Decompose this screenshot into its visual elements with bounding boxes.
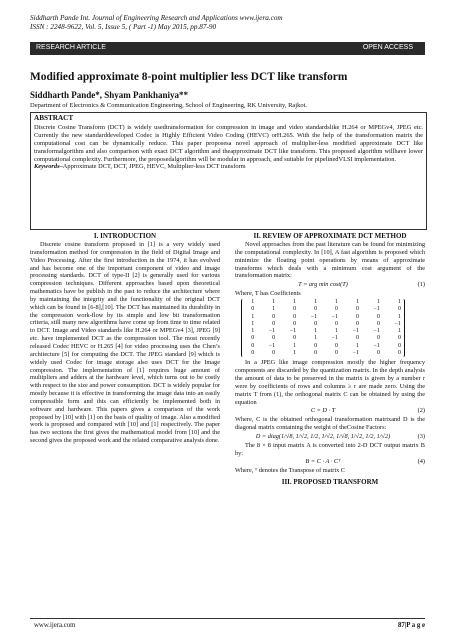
matrix-cell: 1: [355, 298, 359, 305]
matrix-cell: −1: [394, 320, 401, 327]
matrix-cell: 0: [376, 349, 380, 356]
footer-page-number: 87|P a g e: [398, 622, 425, 629]
affiliation: Department of Electronics & Communication Engineering, School of Engineering, RK University, Rajkot.: [30, 102, 308, 109]
matrix-cell: 0: [251, 335, 255, 342]
matrix-cell: 1: [293, 298, 297, 305]
matrix-row: [242, 335, 404, 342]
equation-2: [235, 407, 425, 415]
matrix-cell: 0: [314, 306, 318, 313]
equation-4: [235, 458, 425, 466]
section-heading-review: II. REVIEW OF APPROXIMATE DCT METHOD: [253, 232, 407, 240]
matrix-cell: −1: [373, 342, 380, 349]
keywords-text: Approximate DCT, DCT, JPEG, HEVC, Multiplier-less DCT transform: [62, 163, 246, 171]
matrix-row: [242, 328, 404, 335]
matrix-cell: 0: [272, 349, 276, 356]
matrix-cell: 0: [355, 313, 359, 320]
matrix-cell: 1: [251, 328, 255, 335]
equation-1-number: (1): [417, 281, 425, 289]
equation-3-number: (3): [417, 432, 425, 440]
equation-3: [235, 433, 425, 441]
section-heading-proposed: III. PROPOSED TRANSFORM: [281, 478, 379, 487]
matrix-cell: 0: [314, 342, 318, 349]
matrix-cell: 0: [355, 335, 359, 342]
matrix-cell: 0: [335, 349, 339, 356]
authors: Siddharth Pande*, Shyam Pankhaniya**: [30, 90, 189, 100]
matrix-cell: 0: [251, 349, 255, 356]
equation-1-expr: T = arg min cost(T): [298, 281, 348, 289]
matrix-cell: 1: [293, 349, 297, 356]
matrix-row: [242, 321, 404, 328]
paper-title: Modified approximate 8-point multiplier less DCT like transform: [30, 71, 348, 83]
matrix-cell: −1: [331, 313, 339, 320]
matrix-cell: −1: [268, 342, 276, 349]
matrix-row: [242, 314, 404, 321]
where-coefficients: Where, T has Coefficients: [235, 290, 301, 298]
matrix-cell: 0: [314, 320, 318, 327]
matrix-cell: −1: [352, 328, 359, 335]
page-footer: [30, 618, 425, 629]
matrix-cell: 0: [272, 320, 276, 327]
matrix-cell: 0: [293, 335, 297, 342]
matrix-cell: 0: [251, 306, 255, 313]
matrix-cell: 0: [335, 342, 339, 349]
matrix-row: [242, 299, 404, 306]
coefficient-matrix-table: [242, 299, 404, 357]
matrix-cell: 0: [293, 320, 297, 327]
matrix-cell: 1: [251, 313, 255, 320]
matrix-cell: 0: [398, 349, 401, 356]
journal-header: [30, 14, 425, 32]
matrix-cell: 1: [314, 298, 318, 305]
abstract-heading: ABSTRACT: [34, 114, 74, 122]
matrix-cell: 0: [398, 342, 401, 349]
matrix-cell: 1: [335, 328, 339, 335]
matrix-cell: 1: [398, 328, 401, 335]
matrix-cell: 1: [355, 342, 359, 349]
matrix-cell: 0: [376, 313, 380, 320]
review-paragraph-4: The 8 × 8 input matrix A is converted into 2-D DCT output matrix B by:: [235, 441, 425, 457]
review-paragraph-5: Where, ᵀ denotes the Transpose of matrix C: [235, 467, 346, 475]
matrix-cell: 1: [398, 298, 401, 305]
equation-4-expr: B = C · A · Cᵀ: [305, 458, 341, 466]
matrix-cell: 1: [251, 320, 255, 327]
matrix-cell: 0: [335, 320, 339, 327]
matrix-cell: 0: [376, 335, 380, 342]
footer-website: www.ijera.com: [34, 622, 76, 629]
matrix-row: [242, 343, 404, 350]
matrix-cell: 1: [314, 328, 318, 335]
matrix-row: [242, 350, 404, 357]
introduction-text: Discrete cosine transform proposed in [1] is a very widely used transformation method for compression in the field of Digital Image and Video Processing. After the first introduction in the 1974, it has evolved and has become one of the important component of video and image processing standards. DCT of type-II [2] is generally used for various compression techniques. Different approaches based upon theoretical mathematics have be publish in the past to reduce the architecture where by maintaining the integrity and the functionality of the original DCT which can be found in [6-8],[10]. The DCT has maintained its durability in the compression work-flow by its simple and low bit transformation criteria, still many new algorithms have come up from time to time related to DCT. Image and Video standards like H.264 or MPEGv4 [3], JPEG [9] etc. have implemented DCT as the compression tool. The most recently released Codec HEVC or H.265 [4] for video processing uses the Chen’s architecture [5] for computing the DCT. The JPEG standard [9] which is widely used Codec for image storage also uses DCT for the Image compression. The implementation of [1] requires huge amount of multipliers and adders at the hardware level, which turns out to be costly with respect to the size and power consumption. DCT is widely popular for mostly because it is effective in transforming the image data into an easily compressible form and this can efficiently be implemented both in software and hardware. This papers gives a comparison of the work proposed by [10] with [1] on the basis of quality of image. Also a modified work is proposed and compared with [10] and [1] respectively. The paper has two sections the first gives the mathematical model from [10] and the second gives the proposed work and the related comparative analysis done.: [30, 241, 220, 445]
open-access-label: OPEN ACCESS: [362, 44, 413, 51]
matrix-cell: 0: [314, 349, 318, 356]
left-column: [30, 232, 220, 445]
matrix-cell: −1: [268, 328, 276, 335]
matrix-cell: 0: [355, 306, 359, 313]
matrix-cell: 0: [293, 313, 297, 320]
matrix-cell: −1: [310, 313, 318, 320]
matrix-cell: 0: [272, 313, 276, 320]
matrix-cell: 1: [376, 298, 380, 305]
matrix-cell: 1: [398, 313, 401, 320]
matrix-cell: 1: [335, 298, 339, 305]
keywords-label: Keywords–: [34, 163, 63, 171]
issn-line: ISSN : 2248-9622, Vol. 5, Issue 5, ( Part -1) May 2015, pp.87-90: [30, 23, 217, 31]
matrix-cell: −1: [373, 306, 380, 313]
matrix-cell: −1: [373, 328, 380, 335]
matrix-cell: 0: [272, 335, 276, 342]
matrix-cell: 1: [293, 342, 297, 349]
matrix-cell: 0: [376, 320, 380, 327]
review-paragraph-2: In a JPEG like image compression mostly the higher frequency components are discarded by the quantization matrix. In the depth analysis the amount of data to be preserved in the matrix is given by a number r were by coefficients of rows and columns ≥ r are made zero. Using the matrix T from (1), the orthogonal matrix C can be obtained by using the equation: [235, 359, 425, 406]
matrix-cell: −1: [289, 328, 297, 335]
right-column: [235, 232, 425, 487]
matrix-cell: 1: [272, 298, 276, 305]
coefficient-matrix: [241, 299, 405, 357]
matrix-cell: 0: [335, 306, 339, 313]
equation-2-number: (2): [417, 407, 425, 415]
article-type-bar: [30, 42, 425, 55]
matrix-cell: 0: [355, 320, 359, 327]
matrix-cell: 1: [272, 306, 276, 313]
equation-4-number: (4): [417, 458, 425, 466]
review-paragraph-1: Novel approaches from the past literature can be found for minimizing the computational complexity. In [10], A fast algorithm is proposed which minimize the floating point operations by means of approximate transforms which deals with a minimum cost argument of the transformation matrix:: [235, 241, 425, 280]
matrix-cell: 1: [314, 335, 318, 342]
abstract-box: [30, 112, 427, 230]
matrix-row: [242, 306, 404, 313]
matrix-cell: 0: [398, 306, 401, 313]
matrix-cell: 0: [251, 342, 255, 349]
equation-2-expr: C = D · T: [310, 407, 336, 415]
research-article-label: RESEARCH ARTICLE: [36, 44, 106, 51]
abstract-text: Discrete Cosine Transform (DCT) is widely usedtransformation for compression in image and video standardslike H.264 or MPEGv4, JPEG etc. Currently the new standarddeveloped Codec is Highly Efficient Video Coding (HEVC) orH.265. With the help of the transformation matrix the computational cost can be dynamically reduce. This paper proposesa novel approach of multiplier-less modified approximate DCT like transformalgorithm and also comparison with exact DCT algorithm and theapproximate DCT like transform. This proposed algorithm willhave lower computational complexity. Furthermore, the proposedalgorithm will be modular in approach, and suitable for pipelinedVLSI implementation.: [34, 123, 423, 163]
matrix-cell: 0: [293, 306, 297, 313]
matrix-cell: −1: [352, 349, 359, 356]
matrix-cell: 1: [251, 298, 255, 305]
equation-1: [235, 281, 425, 289]
section-heading-introduction: I. INTRODUCTION: [93, 232, 157, 240]
matrix-cell: −1: [331, 335, 339, 342]
matrix-cell: 0: [398, 335, 401, 342]
equation-3-expr: D = diag(1/√8, 1/√2, 1/2, 1/√2, 1/√8, 1/√2, 1/2, 1/√2): [255, 432, 391, 440]
review-paragraph-3: Where, C is the obtained orthogonal transformation matrixand D is the diagonal matrix containing the weight of theCosine Factors:: [235, 416, 425, 432]
journal-line: Siddharth Pande Int. Journal of Engineering Research and Applications www.ijera.com: [30, 14, 283, 22]
